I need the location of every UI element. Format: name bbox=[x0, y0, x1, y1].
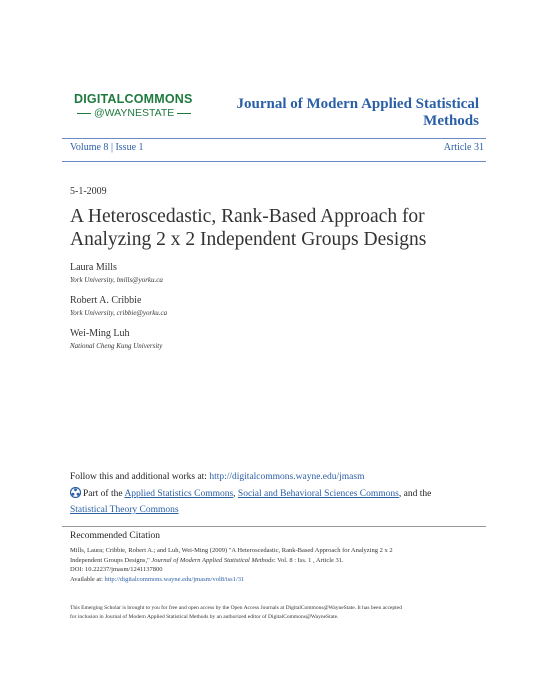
header-divider-top bbox=[62, 138, 486, 139]
citation-journal: Journal of Modern Applied Statistical Methods bbox=[151, 556, 274, 564]
volume-issue bbox=[70, 142, 144, 153]
author-affiliation-2: York University, cribbie@yorku.ca bbox=[70, 309, 168, 317]
partof-and: , and the bbox=[398, 489, 432, 499]
citation-doi: DOI: 10.22237/jmasm/1241137800 bbox=[70, 566, 163, 573]
citation-heading: Recommended Citation bbox=[70, 531, 160, 541]
article-number[interactable]: Article 31 bbox=[443, 142, 484, 153]
applied-statistics-link[interactable]: Applied Statistics Commons bbox=[124, 489, 234, 499]
citation-divider bbox=[62, 526, 486, 527]
partof-sep: , bbox=[233, 489, 238, 499]
footer-notice bbox=[70, 604, 480, 622]
journal-title[interactable]: Journal of Modern Applied Statistical Methods bbox=[236, 96, 479, 129]
part-of-line bbox=[70, 487, 490, 517]
follow-text: Follow this and additional works at: bbox=[70, 472, 210, 482]
footer-line2: for inclusion in Journal of Modern Applied Statistical Methods by an authorized editor of DigitalCommons@WayneState. bbox=[70, 614, 339, 620]
header-divider-bottom bbox=[62, 161, 486, 162]
available-label: Available at: bbox=[70, 575, 105, 583]
author-name-2: Robert A. Cribbie bbox=[70, 295, 142, 306]
logo-line2: @WAYNESTATE bbox=[94, 107, 175, 119]
follow-url-link[interactable]: http://digitalcommons.wayne.edu/jmasm bbox=[209, 472, 365, 482]
statistical-theory-link[interactable]: Statistical Theory Commons bbox=[70, 505, 179, 515]
author-name-1: Laura Mills bbox=[70, 262, 117, 273]
author-affiliation-3: National Cheng Kung University bbox=[70, 342, 163, 350]
citation-line2-plain: Independent Groups Designs," bbox=[70, 556, 152, 564]
volume-link[interactable]: Volume 8 bbox=[70, 142, 109, 153]
footer-line1: This Emerging Scholar is brought to you for free and open access by the Open Access Journals at DigitalCommons@WayneState. It has been accepted bbox=[70, 605, 402, 611]
available-url-link[interactable]: http://digitalcommons.wayne.edu/jmasm/vol8/iss1/31 bbox=[104, 575, 245, 583]
partof-prefix: Part of the bbox=[83, 489, 125, 499]
citation-available bbox=[70, 575, 480, 585]
social-behavioral-sciences-link[interactable]: Social and Behavioral Sciences Commons bbox=[237, 489, 399, 499]
volume-separator: | bbox=[110, 142, 116, 153]
article-title: A Heteroscedastic, Rank-Based Approach for Analyzing 2 x 2 Independent Groups Designs bbox=[70, 206, 427, 250]
citation-line1: Mills, Laura; Cribbie, Robert A.; and Luh, Wei-Ming (2009) "A Heteroscedastic, Rank-Based Approach for Analyzing 2 x 2 bbox=[70, 547, 393, 554]
network-icon bbox=[70, 487, 81, 503]
issue-link[interactable]: Issue 1 bbox=[115, 142, 144, 153]
logo-line2-row bbox=[74, 107, 204, 119]
follow-line bbox=[70, 472, 364, 482]
author-name-3: Wei-Ming Luh bbox=[70, 328, 130, 339]
logo-dash-right bbox=[177, 113, 191, 114]
citation-line2 bbox=[70, 556, 480, 566]
digitalcommons-logo[interactable] bbox=[74, 92, 204, 119]
publication-date: 5-1-2009 bbox=[70, 186, 107, 197]
author-affiliation-1: York University, lmills@yorku.ca bbox=[70, 276, 163, 284]
citation-text bbox=[70, 546, 480, 584]
citation-line2-rest: : Vol. 8 : Iss. 1 , Article 31. bbox=[273, 556, 344, 564]
logo-dash-left bbox=[77, 113, 91, 114]
logo-line1: DIGITALCOMMONS bbox=[74, 92, 193, 106]
